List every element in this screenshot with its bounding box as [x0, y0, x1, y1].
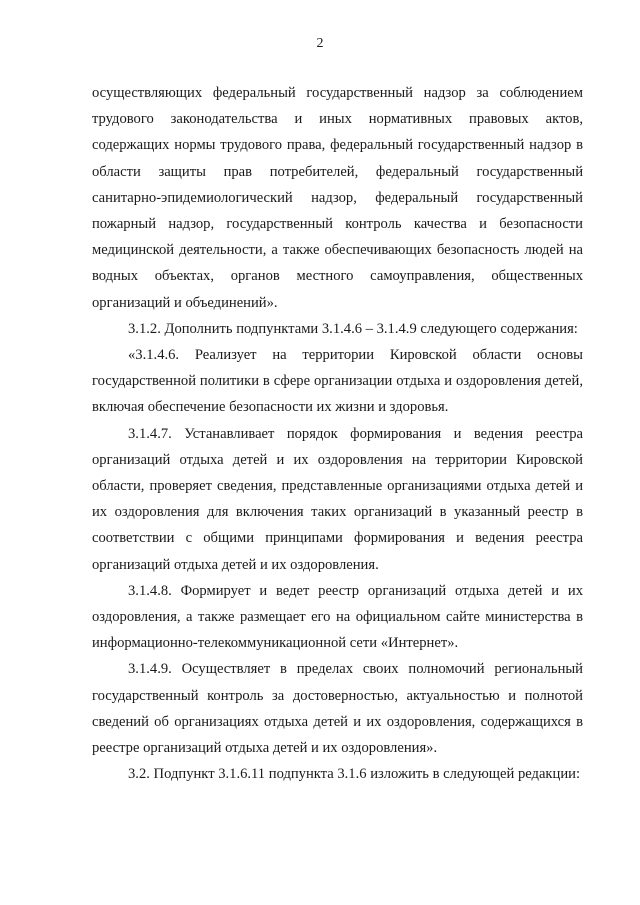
page-number: 2 [316, 36, 324, 51]
paragraph-3-1-4-8: 3.1.4.8. Формирует и ведет реестр организаций отдыха детей и их оздоровления, а также размещает его на официальном сайте министерства в информационно-телекоммуникационной сети «Интернет». [92, 582, 583, 652]
paragraph-3-1-4-7: 3.1.4.7. Устанавливает порядок формирования и ведения реестра организаций отдыха детей и их оздоровления на территории Кировской области, проверяет сведения, представленные организациями отдыха детей и их оздоровления для включения таких организаций в указанный реестр в соответствии с общими принципами формирования и ведения реестра организаций отдыха детей и их оздоровления. [92, 425, 583, 573]
paragraph-3-1-2: 3.1.2. Дополнить подпунктами 3.1.4.6 – 3.1.4.9 следующего содержания: [128, 320, 578, 337]
document-body [92, 80, 583, 787]
paragraph-3-1-4-9: 3.1.4.9. Осуществляет в пределах своих полномочий региональный государственный контроль за достоверностью, актуальностью и полнотой сведений об организациях отдыха детей и их оздоровления, содержащихся в реестре организаций отдыха детей и их оздоровления». [92, 661, 583, 757]
paragraph-3-2: 3.2. Подпункт 3.1.6.11 подпункта 3.1.6 изложить в следующей редакции: [128, 766, 581, 783]
paragraph-3-1-4-6: «3.1.4.6. Реализует на территории Кировской области основы государственной политики в сфере организации отдыха и оздоровления детей, включая обеспечение безопасности их жизни и здоровья. [92, 347, 583, 416]
paragraph-continuation: осуществляющих федеральный государственный надзор за соблюдением трудового законодательства и иных нормативных правовых актов, содержащих нормы трудового права, федеральный государственный надзор в области защиты прав потребителей, федеральный государственный санитарно-эпидемиологический надзор, федеральный государственный пожарный надзор, государственный контроль качества и безопасности медицинской деятельности, а также обеспечивающих безопасность людей на водных объектах, органов местного самоуправления, общественных организаций и объединений». [92, 85, 583, 311]
